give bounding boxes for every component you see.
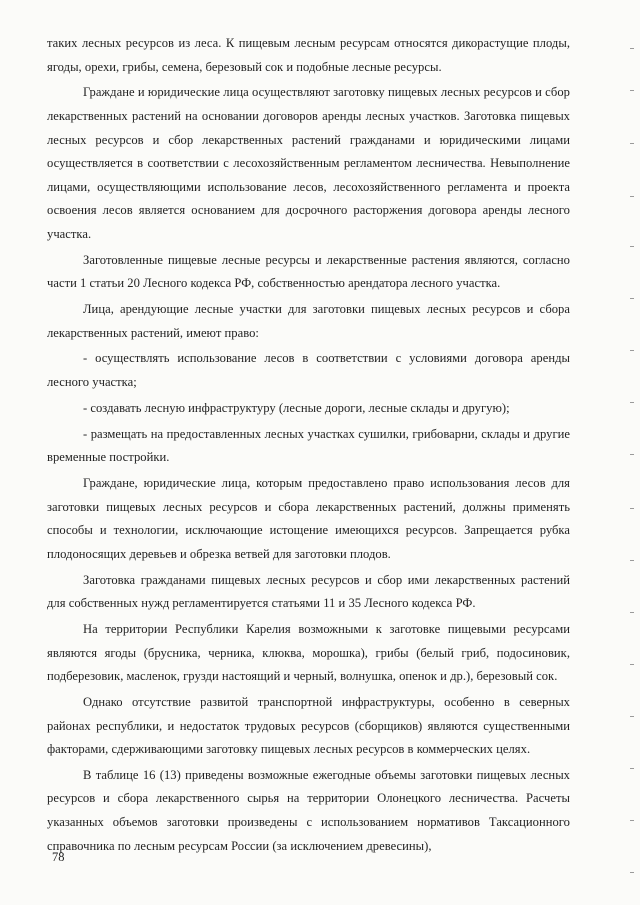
paragraph-6: Заготовка гражданами пищевых лесных ресурсов и сбор ими лекарственных растений для собственных нужд регламентируется статьями 11 и 35 Лесного кодекса РФ. <box>47 572 570 611</box>
scan-edge-marks <box>620 0 640 905</box>
edge-mark <box>630 612 634 613</box>
edge-mark <box>630 820 634 821</box>
edge-mark <box>630 402 634 403</box>
paragraph-8: Однако отсутствие развитой транспортной инфраструктуры, особенно в северных районах республики, и недостаток трудовых ресурсов (сборщиков) являются существенными факторами, сдерживающими заготовку пищевых лесных ресурсов в коммерческих целях. <box>47 694 570 757</box>
edge-mark <box>630 664 634 665</box>
page-number: 78 <box>52 850 65 864</box>
edge-mark <box>630 246 634 247</box>
edge-mark <box>630 872 634 873</box>
paragraph-5: Граждане, юридические лица, которым предоставлено право использования лесов для заготовки пищевых лесных ресурсов и сбора лекарственных растений, должны применять способы и технологии, исключающие истощение имеющихся ресурсов. Запрещается рубка плодоносящих деревьев и обрезка ветвей для заготовки плодов. <box>47 476 570 561</box>
edge-mark <box>630 196 634 197</box>
list-item-2: - создавать лесную инфраструктуру (лесные дороги, лесные склады и другую); <box>83 400 510 415</box>
paragraph-7: На территории Республики Карелия возможными к заготовке пищевыми ресурсами являются ягоды (брусника, черника, клюква, морошка), грибы (белый гриб, подосиновик, подберезовик, масленок, грузди настоящий и черный, волнушка, опенок и др.), березовый сок. <box>47 621 570 684</box>
edge-mark <box>630 48 634 49</box>
edge-mark <box>630 716 634 717</box>
paragraph-3: Заготовленные пищевые лесные ресурсы и лекарственные растения являются, согласно части 1 статьи 20 Лесного кодекса РФ, собственностью арендатора лесного участка. <box>47 252 570 291</box>
paragraph-4: Лица, арендующие лесные участки для заготовки пищевых лесных ресурсов и сбора лекарственных растений, имеют право: <box>47 302 570 340</box>
edge-mark <box>630 298 634 299</box>
edge-mark <box>630 350 634 351</box>
edge-mark <box>630 560 634 561</box>
paragraph-9: В таблице 16 (13) приведены возможные ежегодные объемы заготовки пищевых лесных ресурсов и сбора лекарственного сырья на территории Олонецкого лесничества. Расчеты указанных объемов заготовки произведены с использованием нормативов Таксационного справочника по лесным ресурсам России (за исключением древесины), <box>47 767 570 853</box>
edge-mark <box>630 508 634 509</box>
edge-mark <box>630 143 634 144</box>
list-item-1: - осуществлять использование лесов в соответствии с условиями договора аренды лесного участка; <box>47 351 570 390</box>
body-text <box>47 32 570 860</box>
edge-mark <box>630 90 634 91</box>
edge-mark <box>630 768 634 769</box>
paragraph-2: Граждане и юридические лица осуществляют заготовку пищевых лесных ресурсов и сбор лекарственных растений на основании договоров аренды лесных участков. Заготовка пищевых лесных ресурсов и сбор лекарственных растений гражданами и юридическими лицами осуществляется в соответствии с лесохозяйственным регламентом лесничества. Невыполнение лицами, осуществляющими использование лесов, лесохозяйственного регламента и проекта освоения лесов является основанием для досрочного расторжения договора аренды лесного участка. <box>47 85 570 241</box>
edge-mark <box>630 454 634 455</box>
list-item-3: - размещать на предоставленных лесных участках сушилки, грибоварни, склады и другие временные постройки. <box>47 426 570 465</box>
paragraph-1: таких лесных ресурсов из леса. К пищевым лесным ресурсам относятся дикорастущие плоды, ягоды, орехи, грибы, семена, березовый сок и подобные лесные ресурсы. <box>47 36 570 74</box>
